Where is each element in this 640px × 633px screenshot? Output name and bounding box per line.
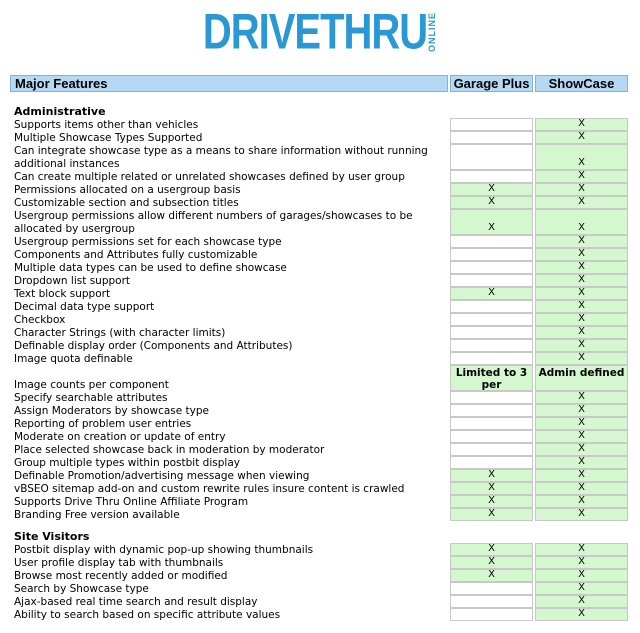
- garage-plus-cell: [450, 543, 533, 556]
- cell-value: X: [578, 300, 585, 311]
- feature-label: Components and Attributes fully customizable: [14, 248, 258, 261]
- feature-label: Assign Moderators by showcase type: [14, 404, 210, 417]
- header-showcase: ShowCase: [535, 75, 628, 92]
- cell-value: X: [578, 469, 585, 480]
- cell-value: X: [578, 339, 585, 350]
- feature-label: Browse most recently added or modified: [14, 569, 228, 582]
- garage-plus-cell: [450, 235, 533, 248]
- showcase-cell: [535, 118, 628, 131]
- table-row: [14, 209, 628, 235]
- table-row: [14, 300, 628, 313]
- garage-plus-cell: [450, 556, 533, 569]
- table-row: [14, 443, 628, 456]
- feature-label: Character Strings (with character limits): [14, 326, 226, 339]
- garage-plus-cell: [450, 300, 533, 313]
- cell-value: X: [578, 118, 585, 129]
- feature-label: Decimal data type support: [14, 300, 155, 313]
- garage-plus-cell: [450, 261, 533, 274]
- showcase-cell: [535, 595, 628, 608]
- garage-plus-cell: [450, 287, 533, 300]
- garage-plus-cell: [450, 118, 533, 131]
- feature-label: User profile display tab with thumbnails: [14, 556, 224, 569]
- table-row: [14, 569, 628, 582]
- garage-plus-cell: [450, 196, 533, 209]
- cell-value: X: [488, 543, 495, 554]
- table-row: [14, 261, 628, 274]
- cell-value: X: [578, 404, 585, 415]
- garage-plus-cell: [450, 209, 533, 235]
- showcase-cell: [535, 443, 628, 456]
- garage-plus-cell: [450, 326, 533, 339]
- table-row: [14, 456, 628, 469]
- showcase-cell: [535, 326, 628, 339]
- showcase-cell: [535, 404, 628, 417]
- cell-value: Limited to 3 per: [455, 367, 528, 391]
- showcase-cell: [535, 582, 628, 595]
- feature-label: Branding Free version available: [14, 508, 180, 521]
- header-garage-plus: Garage Plus: [450, 75, 533, 92]
- cell-value: X: [488, 196, 495, 207]
- garage-plus-cell: [450, 608, 533, 621]
- cell-value: X: [488, 287, 495, 298]
- feature-label: Ability to search based on specific attribute values: [14, 608, 281, 621]
- cell-value: X: [488, 469, 495, 480]
- header-major-features: Major Features: [10, 75, 448, 92]
- showcase-cell: [535, 170, 628, 183]
- showcase-cell: [535, 456, 628, 469]
- table-row: [14, 287, 628, 300]
- showcase-cell: [535, 569, 628, 582]
- table-row: [14, 430, 628, 443]
- garage-plus-cell: [450, 495, 533, 508]
- showcase-cell: [535, 417, 628, 430]
- table-row: [14, 144, 628, 170]
- garage-plus-cell: [450, 595, 533, 608]
- showcase-cell: [535, 300, 628, 313]
- table-row: [14, 313, 628, 326]
- garage-plus-cell: [450, 352, 533, 365]
- cell-value: X: [488, 222, 495, 233]
- cell-value: X: [578, 582, 585, 593]
- cell-value: X: [578, 456, 585, 467]
- table-row: [14, 543, 628, 556]
- table-row: [14, 196, 628, 209]
- feature-label: Reporting of problem user entries: [14, 417, 192, 430]
- showcase-cell: [535, 352, 628, 365]
- logo-online-text: ONLINE: [427, 12, 438, 53]
- garage-plus-cell: [450, 569, 533, 582]
- feature-label: Search by Showcase type: [14, 582, 149, 595]
- cell-value: X: [578, 482, 585, 493]
- cell-value: X: [578, 543, 585, 554]
- showcase-cell: [535, 248, 628, 261]
- garage-plus-cell: [450, 456, 533, 469]
- table-row: [14, 482, 628, 495]
- feature-label: Multiple data types can be used to define showcase: [14, 261, 287, 274]
- feature-label: Text block support: [14, 287, 111, 300]
- garage-plus-cell: [450, 469, 533, 482]
- cell-value: X: [488, 569, 495, 580]
- feature-label: Supports Drive Thru Online Affiliate Program: [14, 495, 249, 508]
- showcase-cell: [535, 469, 628, 482]
- showcase-cell: [535, 144, 628, 170]
- garage-plus-cell: [450, 131, 533, 144]
- table-row: [14, 326, 628, 339]
- feature-label: Dropdown list support: [14, 274, 131, 287]
- garage-plus-cell: [450, 313, 533, 326]
- cell-value: X: [578, 595, 585, 606]
- cell-value: X: [578, 287, 585, 298]
- cell-value: X: [578, 495, 585, 506]
- cell-value: X: [488, 495, 495, 506]
- section-title: Administrative: [14, 105, 106, 118]
- showcase-cell: [535, 482, 628, 495]
- feature-label: Postbit display with dynamic pop-up showing thumbnails: [14, 543, 314, 556]
- table-row: [14, 391, 628, 404]
- showcase-cell: [535, 287, 628, 300]
- feature-label: Multiple Showcase Types Supported: [14, 131, 203, 144]
- cell-value: X: [578, 569, 585, 580]
- garage-plus-cell: [450, 170, 533, 183]
- garage-plus-cell: [450, 430, 533, 443]
- table-row: [14, 365, 628, 391]
- cell-value: X: [578, 170, 585, 181]
- feature-label: Usergroup permissions set for each showcase type: [14, 235, 282, 248]
- cell-value: X: [578, 131, 585, 142]
- cell-value: X: [578, 608, 585, 619]
- cell-value: Admin defined: [538, 367, 625, 379]
- showcase-cell: [535, 556, 628, 569]
- garage-plus-cell: [450, 144, 533, 170]
- feature-label: Image counts per component: [14, 378, 169, 391]
- feature-label: Can integrate showcase type as a means to share information without running additional instances: [14, 145, 428, 170]
- cell-value: X: [578, 222, 585, 233]
- showcase-cell: [535, 183, 628, 196]
- table-row: [14, 404, 628, 417]
- feature-label: Definable Promotion/advertising message when viewing: [14, 469, 310, 482]
- table-row: [14, 469, 628, 482]
- cell-value: X: [578, 326, 585, 337]
- table-row: [14, 556, 628, 569]
- table-row: [14, 131, 628, 144]
- garage-plus-cell: [450, 365, 533, 391]
- cell-value: X: [488, 556, 495, 567]
- garage-plus-cell: [450, 443, 533, 456]
- showcase-cell: [535, 209, 628, 235]
- garage-plus-cell: [450, 508, 533, 521]
- showcase-cell: [535, 339, 628, 352]
- feature-label: Specify searchable attributes: [14, 391, 168, 404]
- table-row: [14, 417, 628, 430]
- cell-value: X: [578, 508, 585, 519]
- feature-label: Ajax-based real time search and result display: [14, 595, 258, 608]
- section-title: Site Visitors: [14, 530, 90, 543]
- table-header: [10, 75, 628, 92]
- feature-label: Place selected showcase back in moderation by moderator: [14, 443, 325, 456]
- table-row: [14, 508, 628, 521]
- showcase-cell: [535, 261, 628, 274]
- showcase-cell: [535, 196, 628, 209]
- cell-value: X: [578, 196, 585, 207]
- garage-plus-cell: [450, 417, 533, 430]
- cell-value: X: [578, 430, 585, 441]
- showcase-cell: [535, 430, 628, 443]
- garage-plus-cell: [450, 482, 533, 495]
- showcase-cell: [535, 235, 628, 248]
- garage-plus-cell: [450, 582, 533, 595]
- cell-value: X: [488, 183, 495, 194]
- feature-label: Supports items other than vehicles: [14, 118, 199, 131]
- feature-label: Customizable section and subsection titles: [14, 196, 239, 209]
- cell-value: X: [578, 556, 585, 567]
- feature-label: Checkbox: [14, 313, 66, 326]
- logo-drive-text: DRIVE: [202, 4, 321, 60]
- showcase-cell: [535, 391, 628, 404]
- feature-label: vBSEO sitemap add-on and custom rewrite rules insure content is crawled: [14, 482, 405, 495]
- showcase-cell: [535, 131, 628, 144]
- logo-wordmark: [203, 0, 427, 65]
- garage-plus-cell: [450, 274, 533, 287]
- garage-plus-cell: [450, 248, 533, 261]
- cell-value: X: [578, 391, 585, 402]
- cell-value: X: [578, 235, 585, 246]
- table-row: [14, 495, 628, 508]
- feature-label: Permissions allocated on a usergroup basis: [14, 183, 241, 196]
- table-row: [14, 339, 628, 352]
- feature-label: Can create multiple related or unrelated showcases defined by user group: [14, 170, 405, 183]
- garage-plus-cell: [450, 339, 533, 352]
- cell-value: X: [578, 313, 585, 324]
- table-row: [14, 274, 628, 287]
- cell-value: X: [578, 352, 585, 363]
- showcase-cell: [535, 495, 628, 508]
- showcase-cell: [535, 543, 628, 556]
- cell-value: X: [578, 443, 585, 454]
- garage-plus-cell: [450, 391, 533, 404]
- cell-value: X: [488, 482, 495, 493]
- feature-label: Group multiple types within postbit display: [14, 456, 240, 469]
- table-row: [14, 170, 628, 183]
- feature-label: Moderate on creation or update of entry: [14, 430, 226, 443]
- cell-value: X: [578, 183, 585, 194]
- table-row: [14, 118, 628, 131]
- garage-plus-cell: [450, 183, 533, 196]
- cell-value: X: [578, 157, 585, 168]
- showcase-cell: [535, 508, 628, 521]
- showcase-cell: [535, 365, 628, 391]
- logo-thru-text: THRU: [320, 4, 428, 60]
- table-row: [14, 248, 628, 261]
- table-row: [14, 582, 628, 595]
- table-row: [14, 608, 628, 621]
- cell-value: X: [578, 261, 585, 272]
- cell-value: X: [488, 508, 495, 519]
- feature-label: Usergroup permissions allow different numbers of garages/showcases to be allocated by usergroup: [14, 210, 413, 235]
- showcase-cell: [535, 313, 628, 326]
- table-row: [14, 183, 628, 196]
- table-row: [14, 595, 628, 608]
- table-row: [14, 235, 628, 248]
- showcase-cell: [535, 274, 628, 287]
- drivethru-logo: [0, 6, 640, 58]
- cell-value: X: [578, 417, 585, 428]
- feature-label: Definable display order (Components and Attributes): [14, 339, 293, 352]
- cell-value: X: [578, 274, 585, 285]
- showcase-cell: [535, 608, 628, 621]
- cell-value: X: [578, 248, 585, 259]
- feature-label: Image quota definable: [14, 352, 133, 365]
- garage-plus-cell: [450, 404, 533, 417]
- table-row: [14, 352, 628, 365]
